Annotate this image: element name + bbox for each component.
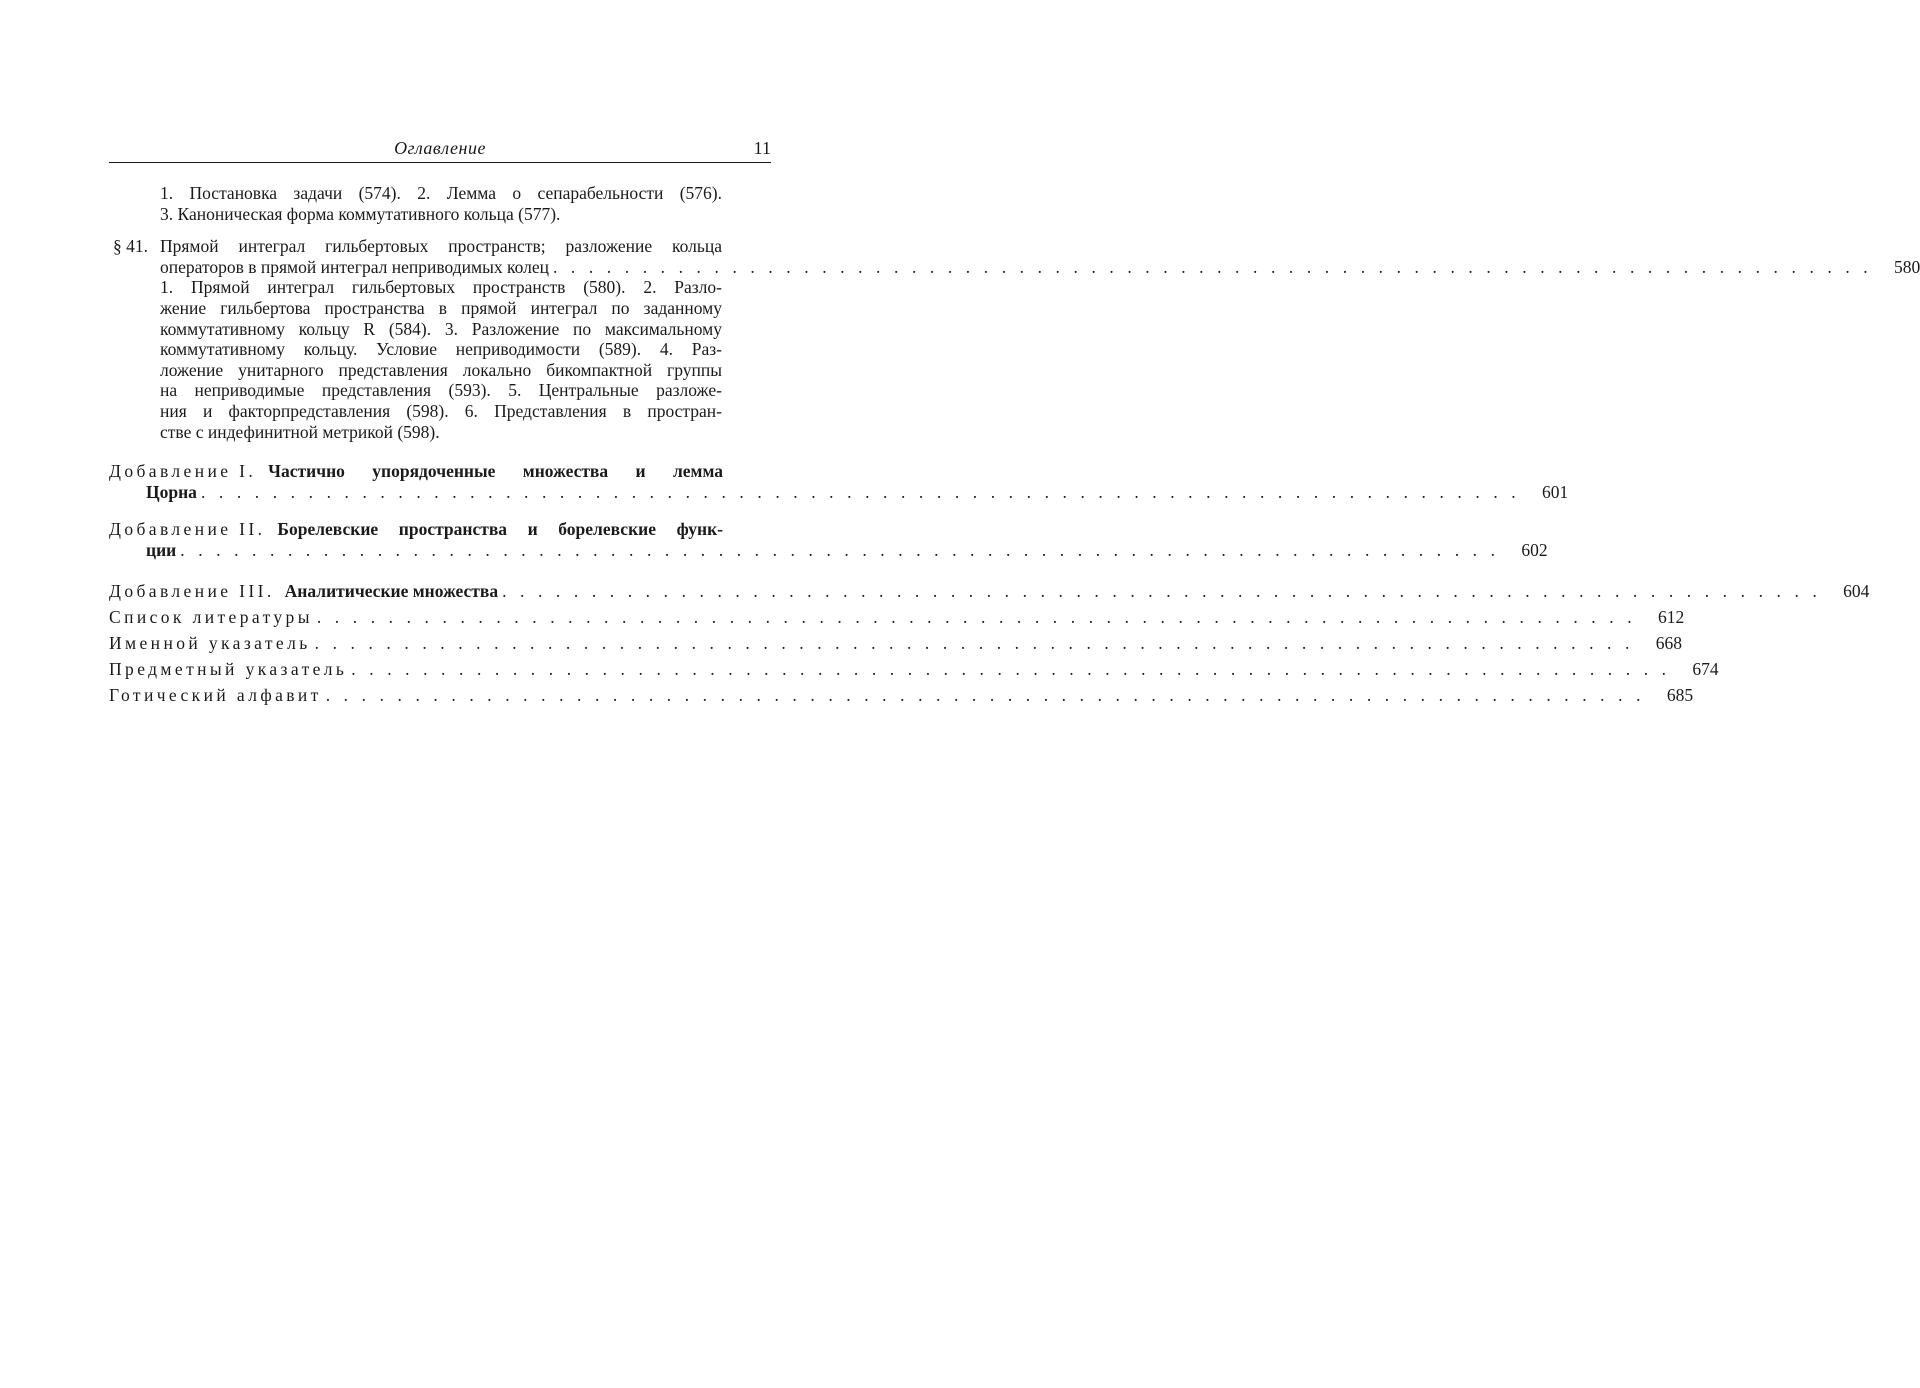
toc-entry[interactable] bbox=[109, 682, 1694, 708]
dot-leader: . . . . . . . . . . . . . . . . . . . . . . . . . . . . . . . . . . . . . . . . . . . . . . . . . . . . . . . . . . . . . . . . . . . . . . . . . . bbox=[200, 481, 1521, 502]
appendix-title-line: Борелевские пространства и борелевские функ- bbox=[277, 519, 723, 540]
toc-page-number: 668 bbox=[1655, 632, 1682, 653]
running-title: Оглавление bbox=[394, 138, 486, 158]
toc-section-41[interactable] bbox=[109, 236, 1920, 442]
toc-appendix-1[interactable] bbox=[109, 461, 1569, 502]
running-head bbox=[109, 138, 771, 163]
appendix-title-line: ции bbox=[146, 539, 177, 560]
toc-entry-title: Именной указатель bbox=[109, 632, 311, 653]
section-title-line: операторов в прямой интеграл неприводимых колец bbox=[160, 256, 549, 277]
dot-leader: . . . . . . . . . . . . . . . . . . . . . . . . . . . . . . . . . . . . . . . . . . . . . . . . . . . . . . . . . . . . . . . . . . . . . . . . . . bbox=[316, 606, 1637, 627]
toc-cont-line: 3. Каноническая форма коммутативного кольца (577). bbox=[160, 203, 561, 224]
toc-page-number: 602 bbox=[1521, 539, 1548, 560]
toc-entry[interactable] bbox=[109, 604, 1685, 630]
appendix-prefix: Добавление I. bbox=[109, 461, 257, 482]
toc-entry-title: Готический алфавит bbox=[109, 684, 322, 705]
section-desc-line: 1. Прямой интеграл гильбертовых пространств (580). 2. Разло- bbox=[160, 277, 722, 298]
appendix-title-line: Частично упорядоченные множества и лемма bbox=[268, 461, 723, 482]
section-desc-line: стве с индефинитной метрикой (598). bbox=[160, 421, 440, 442]
toc-page-number: 674 bbox=[1692, 658, 1719, 679]
section-desc-line: ния и факторпредставления (598). 6. Представления в простран- bbox=[160, 400, 722, 421]
appendix-prefix: Добавление III. bbox=[109, 580, 275, 601]
section-label: § 41. bbox=[113, 236, 148, 257]
appendix-title: Аналитические множества bbox=[284, 580, 499, 601]
toc-page-number: 601 bbox=[1542, 481, 1569, 502]
toc-cont-line: 1. Постановка задачи (574). 2. Лемма о сепарабельности (576). bbox=[160, 183, 722, 203]
toc-entry-title: Предметный указатель bbox=[109, 658, 348, 679]
dot-leader: . . . . . . . . . . . . . . . . . . . . . . . . . . . . . . . . . . . . . . . . . . . . . . . . . . . . . . . . . . . . . . . . . . . . . . . . . . bbox=[351, 658, 1671, 679]
toc-page-number: 580 bbox=[1894, 256, 1920, 277]
toc-page-number: 685 bbox=[1666, 684, 1694, 705]
dot-leader: . . . . . . . . . . . . . . . . . . . . . . . . . . . . . . . . . . . . . . . . . . . . . . . . . . . . . . . . . . . . . . . . . . . . . . . . . . bbox=[314, 632, 1634, 653]
dot-leader: . . . . . . . . . . . . . . . . . . . . . . . . . . . . . . . . . . . . . . . . . . . . . . . . . . . . . . . . . . . . . . . . . . . . . . . . . . bbox=[502, 580, 1822, 601]
toc-appendix-2[interactable] bbox=[109, 519, 1548, 560]
toc-page-number: 612 bbox=[1657, 606, 1685, 627]
appendix-title-line: Цорна bbox=[146, 481, 197, 502]
section-desc-line: ложение унитарного представления локально бикомпактной группы bbox=[160, 359, 722, 380]
dot-leader: . . . . . . . . . . . . . . . . . . . . . . . . . . . . . . . . . . . . . . . . . . . . . . . . . . . . . . . . . . . . . . . . . . . . . . . . . . bbox=[180, 539, 1500, 560]
section-desc-line: коммутативному кольцу. Условие неприводимости (589). 4. Раз- bbox=[160, 339, 722, 360]
section-desc-line: на неприводимые представления (593). 5. Центральные разложе- bbox=[160, 380, 722, 401]
toc-entry[interactable] bbox=[109, 630, 1682, 656]
section-desc-line: жение гильбертова пространства в прямой интеграл по заданному bbox=[160, 297, 722, 318]
toc-appendix-3[interactable] bbox=[109, 578, 1870, 604]
section-desc-line: коммутативному кольцу R (584). 3. Разложение по максимальному bbox=[160, 318, 722, 339]
toc-entry-title: Список литературы bbox=[109, 606, 313, 627]
appendix-prefix: Добавление II. bbox=[109, 519, 266, 540]
toc-page bbox=[109, 138, 1920, 708]
dot-leader: . . . . . . . . . . . . . . . . . . . . . . . . . . . . . . . . . . . . . . . . . . . . . . . . . . . . . . . . . . . . . . . . . . . . . . . . . . bbox=[325, 684, 1646, 705]
dot-leader: . . . . . . . . . . . . . . . . . . . . . . . . . . . . . . . . . . . . . . . . . . . . . . . . . . . . . . . . . . . . . . . . . . . . . . . . . . bbox=[552, 256, 1873, 277]
section-title-line: Прямой интеграл гильбертовых пространств; разложение кольца bbox=[160, 236, 722, 257]
page-number: 11 bbox=[753, 138, 771, 158]
table-of-contents bbox=[109, 183, 1920, 708]
toc-page-number: 604 bbox=[1843, 580, 1870, 601]
toc-entry[interactable] bbox=[109, 656, 1719, 682]
